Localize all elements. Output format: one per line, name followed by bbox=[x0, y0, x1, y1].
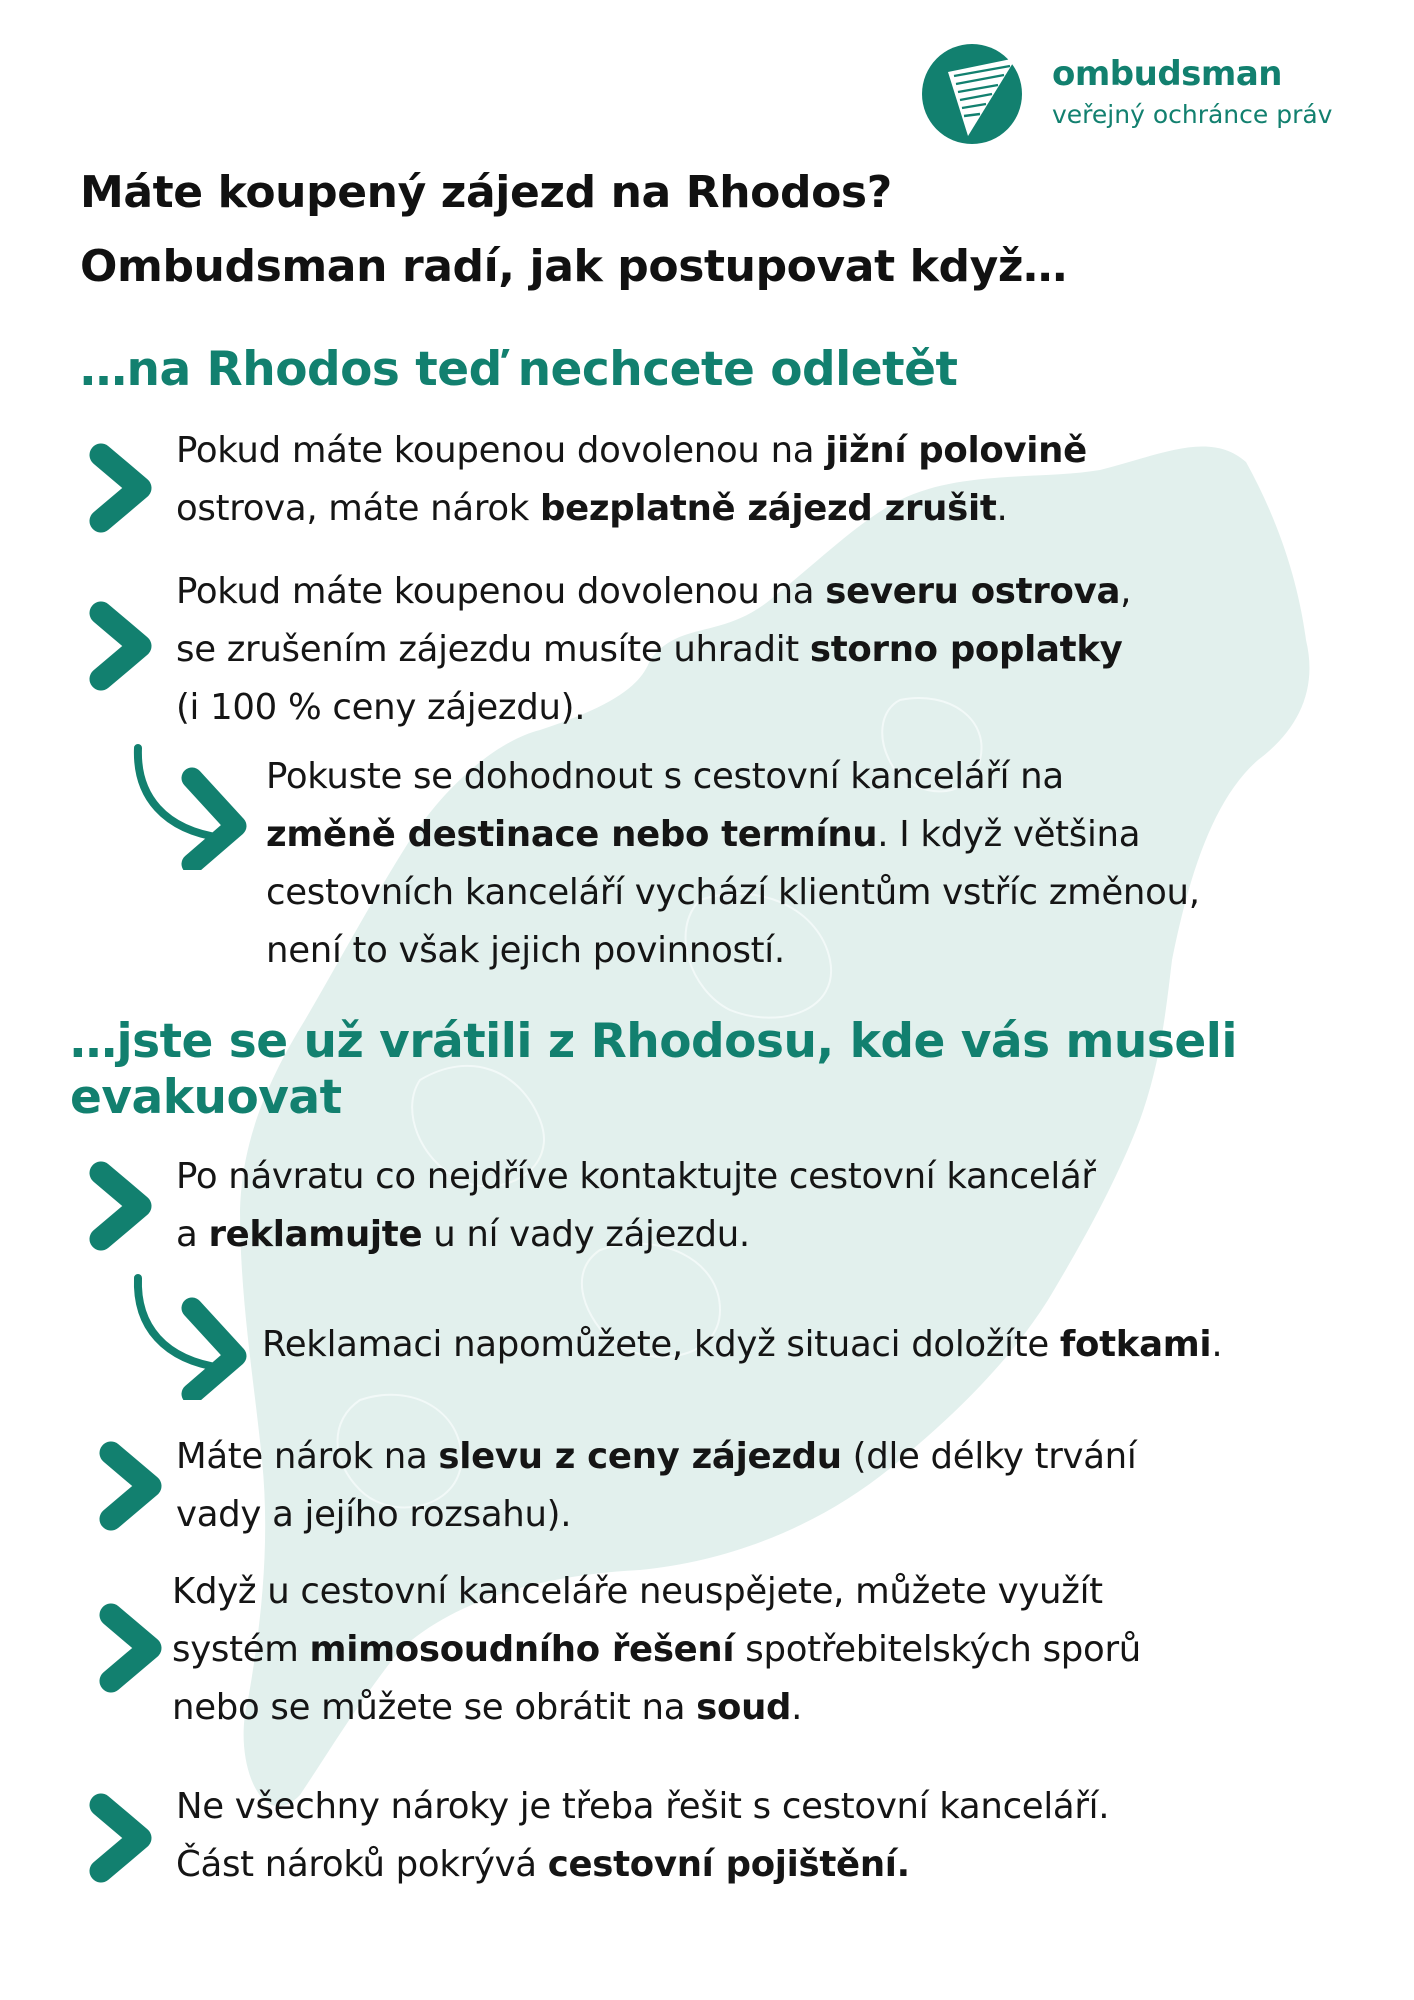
page-title bbox=[80, 156, 1067, 304]
chevron-right-icon bbox=[96, 1438, 170, 1534]
emphasis: slevu z ceny zájezdu bbox=[438, 1436, 842, 1477]
text: Když u cestovní kanceláře neuspějete, můžete využít bbox=[172, 1571, 1103, 1612]
text: nebo se můžete se obrátit na bbox=[172, 1687, 697, 1728]
chevron-right-icon bbox=[86, 1790, 160, 1886]
text: Ne všechny nároky je třeba řešit s cestovní kanceláří. bbox=[176, 1786, 1110, 1827]
text: se zrušením zájezdu musíte uhradit bbox=[176, 629, 810, 670]
text: cestovních kanceláří vychází klientům vstříc změnou, bbox=[266, 872, 1200, 913]
text: Po návratu co nejdříve kontaktujte cestovní kancelář bbox=[176, 1156, 1096, 1197]
title-line-1: Máte koupený zájezd na Rhodos? bbox=[80, 167, 892, 218]
section2-heading: …jste se už vrátili z Rhodosu, kde vás museli evakuovat bbox=[70, 1014, 1237, 1125]
text: a bbox=[176, 1214, 209, 1255]
emphasis: bezplatně zájezd zrušit bbox=[540, 488, 997, 529]
section1-subitem-1 bbox=[266, 748, 1200, 980]
emphasis: fotkami bbox=[1059, 1324, 1212, 1365]
text: . bbox=[1211, 1324, 1223, 1365]
emphasis: cestovní pojištění. bbox=[547, 1844, 910, 1885]
curved-arrow-icon bbox=[124, 1270, 254, 1400]
text: spotřebitelských sporů bbox=[734, 1629, 1141, 1670]
section1-heading: …na Rhodos teď nechcete odletět bbox=[80, 342, 958, 397]
chevron-right-icon bbox=[86, 440, 160, 536]
emphasis: storno poplatky bbox=[809, 629, 1123, 670]
emphasis: soud bbox=[696, 1687, 792, 1728]
text: Reklamaci napomůžete, když situaci doložíte bbox=[262, 1324, 1060, 1365]
section2-subitem-1 bbox=[262, 1316, 1222, 1374]
chevron-right-icon bbox=[86, 1158, 160, 1254]
section2-item-2 bbox=[176, 1428, 1136, 1544]
text: systém bbox=[172, 1629, 310, 1670]
section1-item-1 bbox=[176, 422, 1087, 538]
text: ostrova, máte nárok bbox=[176, 488, 541, 529]
text: Část nároků pokrývá bbox=[176, 1844, 548, 1885]
text: Pokud máte koupenou dovolenou na bbox=[176, 571, 826, 612]
text: u ní vady zájezdu. bbox=[422, 1214, 750, 1255]
text: , bbox=[1120, 571, 1132, 612]
section2-item-3 bbox=[172, 1563, 1141, 1737]
text: není to však jejich povinností. bbox=[266, 930, 785, 971]
text: Pokud máte koupenou dovolenou na bbox=[176, 430, 826, 471]
logo-name: ombudsman bbox=[1052, 54, 1282, 94]
section2-item-4 bbox=[176, 1778, 1109, 1894]
emphasis: změně destinace nebo termínu bbox=[266, 814, 878, 855]
curved-arrow-icon bbox=[124, 740, 254, 870]
emphasis: reklamujte bbox=[208, 1214, 423, 1255]
text: . bbox=[791, 1687, 803, 1728]
ombudsman-logo-icon bbox=[918, 42, 1030, 146]
emphasis: severu ostrova bbox=[825, 571, 1121, 612]
emphasis: jižní polovině bbox=[825, 430, 1087, 471]
section1-item-2 bbox=[176, 563, 1131, 737]
text: (i 100 % ceny zájezdu). bbox=[176, 687, 586, 728]
text: (dle délky trvání bbox=[841, 1436, 1137, 1477]
ombudsman-logo[interactable] bbox=[918, 42, 1338, 152]
text: Máte nárok na bbox=[176, 1436, 439, 1477]
text: . I když většina bbox=[877, 814, 1141, 855]
chevron-right-icon bbox=[96, 1600, 170, 1696]
section2-item-1 bbox=[176, 1148, 1096, 1264]
logo-tagline: veřejný ochránce práv bbox=[1052, 100, 1333, 129]
emphasis: mimosoudního řešení bbox=[309, 1629, 735, 1670]
title-line-2: Ombudsman radí, jak postupovat když… bbox=[80, 241, 1067, 292]
text: Pokuste se dohodnout s cestovní kanceláří na bbox=[266, 756, 1064, 797]
text: . bbox=[996, 488, 1008, 529]
text: vady a jejího rozsahu). bbox=[176, 1494, 572, 1535]
chevron-right-icon bbox=[86, 598, 160, 694]
